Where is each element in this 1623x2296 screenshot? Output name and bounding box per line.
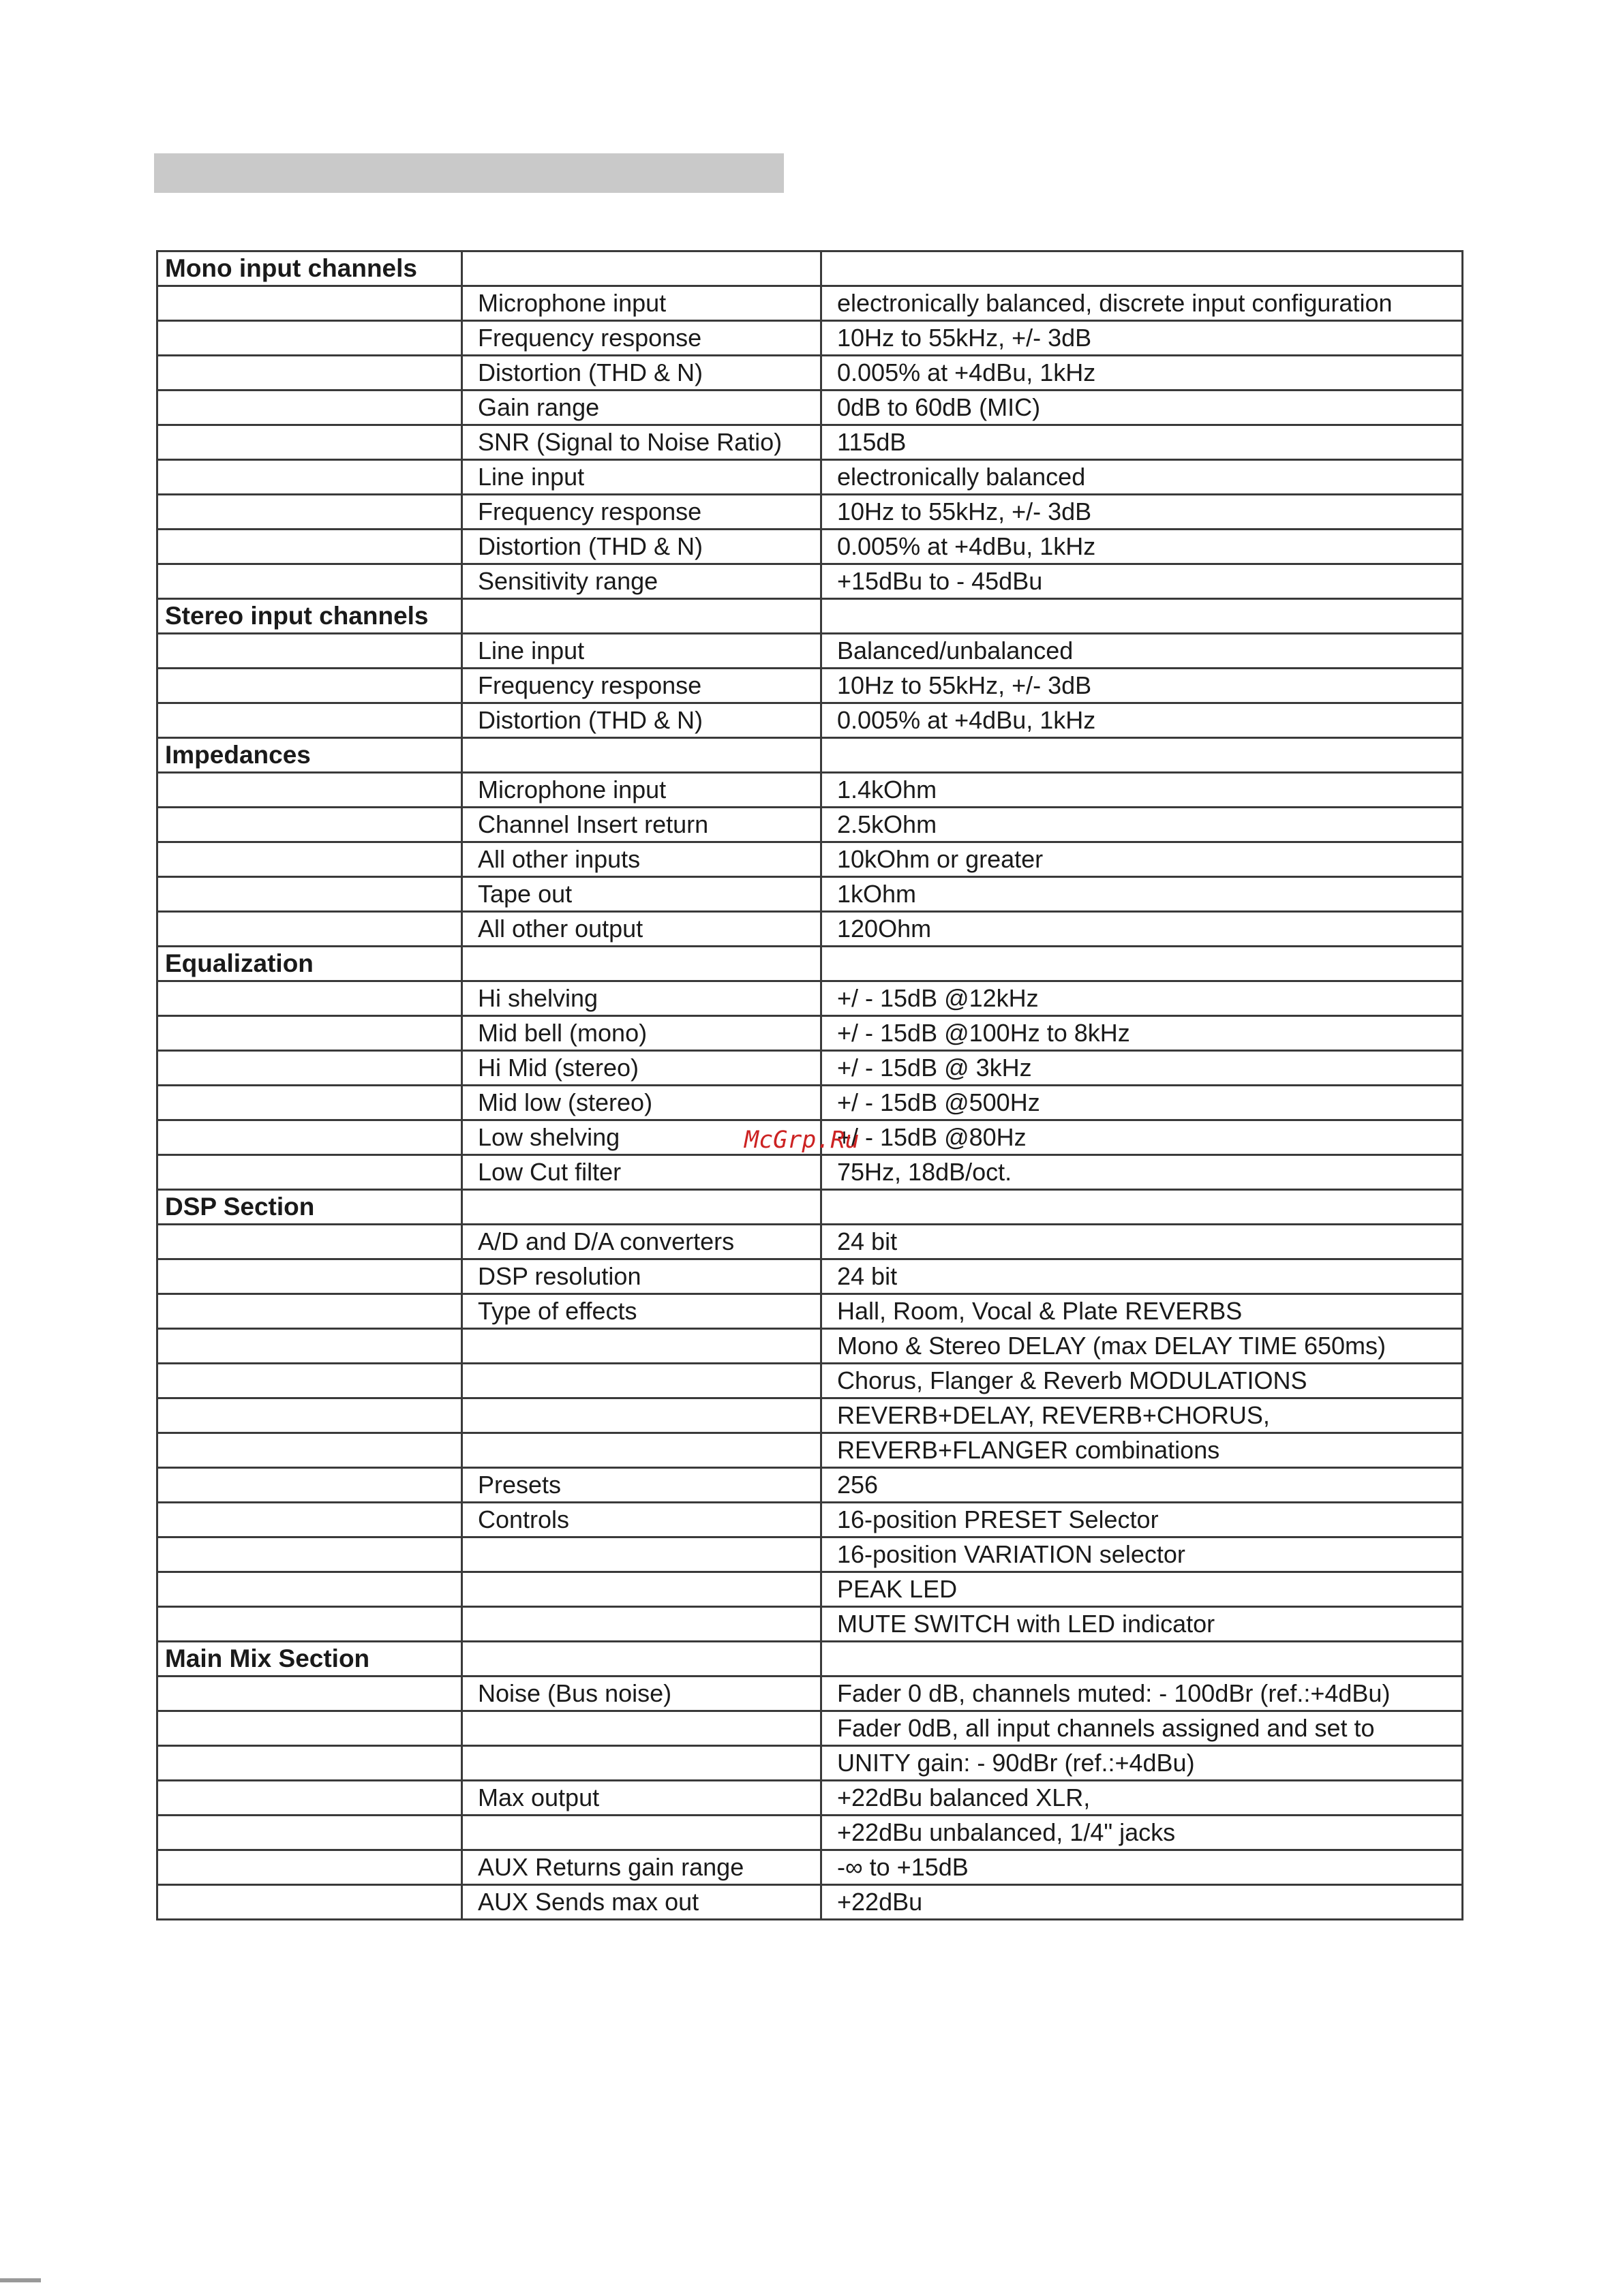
- spec-parameter: SNR (Signal to Noise Ratio): [462, 425, 821, 460]
- empty-cell: [821, 251, 1463, 286]
- spec-row: [157, 530, 1463, 564]
- spec-row: [157, 1398, 1463, 1433]
- spec-value: 0.005% at +4dBu, 1kHz: [821, 530, 1463, 564]
- spec-row: [157, 1225, 1463, 1259]
- spec-value: 256: [821, 1468, 1463, 1503]
- empty-cell: [157, 1364, 462, 1398]
- spec-parameter: [462, 1746, 821, 1781]
- spec-row: [157, 877, 1463, 912]
- spec-value: REVERB+DELAY, REVERB+CHORUS,: [821, 1398, 1463, 1433]
- spec-row: [157, 1746, 1463, 1781]
- spec-parameter: Frequency response: [462, 495, 821, 530]
- spec-parameter: Distortion (THD & N): [462, 703, 821, 738]
- spec-parameter: [462, 1329, 821, 1364]
- spec-parameter: Hi shelving: [462, 981, 821, 1016]
- spec-value: 1kOhm: [821, 877, 1463, 912]
- empty-cell: [157, 981, 462, 1016]
- specifications-table: [156, 250, 1463, 1920]
- spec-value: +/ - 15dB @ 3kHz: [821, 1051, 1463, 1086]
- spec-parameter: Frequency response: [462, 321, 821, 356]
- spec-value: Chorus, Flanger & Reverb MODULATIONS: [821, 1364, 1463, 1398]
- spec-value: REVERB+FLANGER combinations: [821, 1433, 1463, 1468]
- section-header-row: [157, 1190, 1463, 1225]
- empty-cell: [462, 738, 821, 773]
- spec-row: [157, 391, 1463, 425]
- empty-cell: [157, 1677, 462, 1711]
- spec-value: +15dBu to - 45dBu: [821, 564, 1463, 599]
- spec-value: -∞ to +15dB: [821, 1850, 1463, 1885]
- spec-row: [157, 912, 1463, 947]
- spec-parameter: All other inputs: [462, 842, 821, 877]
- spec-parameter: Low Cut filter: [462, 1155, 821, 1190]
- spec-parameter: Microphone input: [462, 286, 821, 321]
- spec-parameter: DSP resolution: [462, 1259, 821, 1294]
- spec-value: 1.4kOhm: [821, 773, 1463, 808]
- section-header-row: [157, 1642, 1463, 1677]
- empty-cell: [157, 1850, 462, 1885]
- empty-cell: [821, 1642, 1463, 1677]
- empty-cell: [821, 1190, 1463, 1225]
- spec-row: [157, 1433, 1463, 1468]
- spec-row: [157, 286, 1463, 321]
- spec-parameter: [462, 1816, 821, 1850]
- spec-value: 10Hz to 55kHz, +/- 3dB: [821, 321, 1463, 356]
- empty-cell: [157, 1503, 462, 1537]
- spec-row: [157, 1086, 1463, 1120]
- section-title: Impedances: [157, 738, 462, 773]
- spec-row: [157, 1572, 1463, 1607]
- empty-cell: [157, 773, 462, 808]
- spec-row: [157, 1468, 1463, 1503]
- spec-value: electronically balanced, discrete input configuration: [821, 286, 1463, 321]
- spec-value: +/ - 15dB @80Hz: [821, 1120, 1463, 1155]
- spec-row: [157, 1294, 1463, 1329]
- spec-parameter: [462, 1398, 821, 1433]
- spec-value: Fader 0 dB, channels muted: - 100dBr (ref.:+4dBu): [821, 1677, 1463, 1711]
- spec-row: [157, 634, 1463, 669]
- spec-parameter: Tape out: [462, 877, 821, 912]
- section-title: Mono input channels: [157, 251, 462, 286]
- empty-cell: [157, 1816, 462, 1850]
- spec-value: Balanced/unbalanced: [821, 634, 1463, 669]
- empty-cell: [157, 1746, 462, 1781]
- empty-cell: [157, 1607, 462, 1642]
- spec-row: [157, 1503, 1463, 1537]
- section-header-row: [157, 947, 1463, 981]
- spec-parameter: Gain range: [462, 391, 821, 425]
- spec-value: 16-position VARIATION selector: [821, 1537, 1463, 1572]
- spec-row: [157, 1155, 1463, 1190]
- empty-cell: [821, 599, 1463, 634]
- spec-value: 120Ohm: [821, 912, 1463, 947]
- spec-value: 24 bit: [821, 1259, 1463, 1294]
- spec-value: Fader 0dB, all input channels assigned and set to: [821, 1711, 1463, 1746]
- empty-cell: [462, 599, 821, 634]
- empty-cell: [462, 251, 821, 286]
- spec-value: 24 bit: [821, 1225, 1463, 1259]
- spec-row: [157, 981, 1463, 1016]
- spec-row: [157, 564, 1463, 599]
- empty-cell: [157, 1433, 462, 1468]
- spec-value: 0.005% at +4dBu, 1kHz: [821, 703, 1463, 738]
- section-header-row: [157, 738, 1463, 773]
- empty-cell: [157, 669, 462, 703]
- empty-cell: [157, 564, 462, 599]
- empty-cell: [157, 286, 462, 321]
- empty-cell: [157, 1398, 462, 1433]
- spec-parameter: Distortion (THD & N): [462, 530, 821, 564]
- spec-row: [157, 1781, 1463, 1816]
- empty-cell: [462, 1642, 821, 1677]
- spec-value: UNITY gain: - 90dBr (ref.:+4dBu): [821, 1746, 1463, 1781]
- spec-row: [157, 1816, 1463, 1850]
- spec-parameter: Controls: [462, 1503, 821, 1537]
- spec-value: 10Hz to 55kHz, +/- 3dB: [821, 669, 1463, 703]
- spec-value: PEAK LED: [821, 1572, 1463, 1607]
- spec-parameter: Line input: [462, 634, 821, 669]
- spec-row: [157, 460, 1463, 495]
- empty-cell: [821, 738, 1463, 773]
- page-footer-mark: [0, 2278, 41, 2282]
- spec-parameter: Type of effects: [462, 1294, 821, 1329]
- spec-value: +22dBu: [821, 1885, 1463, 1920]
- spec-row: [157, 1259, 1463, 1294]
- spec-parameter: Distortion (THD & N): [462, 356, 821, 391]
- spec-row: [157, 321, 1463, 356]
- spec-parameter: [462, 1607, 821, 1642]
- spec-parameter: Mid low (stereo): [462, 1086, 821, 1120]
- empty-cell: [157, 1120, 462, 1155]
- spec-parameter: Microphone input: [462, 773, 821, 808]
- empty-cell: [157, 1155, 462, 1190]
- spec-value: Hall, Room, Vocal & Plate REVERBS: [821, 1294, 1463, 1329]
- spec-parameter: [462, 1364, 821, 1398]
- empty-cell: [157, 530, 462, 564]
- section-header-row: [157, 599, 1463, 634]
- spec-value: +22dBu balanced XLR,: [821, 1781, 1463, 1816]
- spec-value: 16-position PRESET Selector: [821, 1503, 1463, 1537]
- spec-parameter: [462, 1572, 821, 1607]
- spec-row: [157, 495, 1463, 530]
- empty-cell: [157, 912, 462, 947]
- spec-value: 10Hz to 55kHz, +/- 3dB: [821, 495, 1463, 530]
- section-title: Equalization: [157, 947, 462, 981]
- empty-cell: [157, 1016, 462, 1051]
- spec-value: electronically balanced: [821, 460, 1463, 495]
- spec-value: +22dBu unbalanced, 1/4" jacks: [821, 1816, 1463, 1850]
- spec-value: MUTE SWITCH with LED indicator: [821, 1607, 1463, 1642]
- empty-cell: [157, 808, 462, 842]
- spec-row: [157, 1850, 1463, 1885]
- spec-parameter: Max output: [462, 1781, 821, 1816]
- empty-cell: [157, 877, 462, 912]
- spec-row: [157, 669, 1463, 703]
- empty-cell: [157, 391, 462, 425]
- spec-parameter: [462, 1537, 821, 1572]
- empty-cell: [462, 1190, 821, 1225]
- spec-value: 0.005% at +4dBu, 1kHz: [821, 356, 1463, 391]
- spec-row: [157, 1537, 1463, 1572]
- empty-cell: [157, 1259, 462, 1294]
- spec-parameter: Sensitivity range: [462, 564, 821, 599]
- spec-parameter: Hi Mid (stereo): [462, 1051, 821, 1086]
- empty-cell: [157, 1572, 462, 1607]
- spec-parameter: [462, 1711, 821, 1746]
- spec-row: [157, 703, 1463, 738]
- spec-parameter: AUX Returns gain range: [462, 1850, 821, 1885]
- spec-row: [157, 356, 1463, 391]
- empty-cell: [157, 495, 462, 530]
- spec-value: 2.5kOhm: [821, 808, 1463, 842]
- section-title: Stereo input channels: [157, 599, 462, 634]
- spec-parameter: Frequency response: [462, 669, 821, 703]
- spec-parameter: Mid bell (mono): [462, 1016, 821, 1051]
- spec-value: +/ - 15dB @12kHz: [821, 981, 1463, 1016]
- empty-cell: [157, 703, 462, 738]
- spec-row: [157, 425, 1463, 460]
- spec-parameter: Noise (Bus noise): [462, 1677, 821, 1711]
- empty-cell: [157, 460, 462, 495]
- spec-row: [157, 1051, 1463, 1086]
- spec-row: [157, 1677, 1463, 1711]
- empty-cell: [157, 425, 462, 460]
- empty-cell: [157, 842, 462, 877]
- spec-parameter: All other output: [462, 912, 821, 947]
- spec-row: [157, 808, 1463, 842]
- spec-parameter: Line input: [462, 460, 821, 495]
- watermark: McGrp.Ru: [744, 1127, 860, 1154]
- empty-cell: [157, 1329, 462, 1364]
- spec-parameter: Low shelving: [462, 1120, 821, 1155]
- empty-cell: [157, 1086, 462, 1120]
- empty-cell: [157, 1051, 462, 1086]
- spec-value: 75Hz, 18dB/oct.: [821, 1155, 1463, 1190]
- section-title: DSP Section: [157, 1190, 462, 1225]
- empty-cell: [157, 321, 462, 356]
- empty-cell: [157, 1537, 462, 1572]
- spec-parameter: [462, 1433, 821, 1468]
- spec-row: [157, 773, 1463, 808]
- empty-cell: [157, 356, 462, 391]
- spec-parameter: Presets: [462, 1468, 821, 1503]
- spec-row: [157, 1885, 1463, 1920]
- empty-cell: [821, 947, 1463, 981]
- section-title-bar: [154, 153, 784, 193]
- spec-row: [157, 1607, 1463, 1642]
- empty-cell: [157, 1468, 462, 1503]
- spec-parameter: A/D and D/A converters: [462, 1225, 821, 1259]
- spec-row: [157, 842, 1463, 877]
- spec-parameter: Channel Insert return: [462, 808, 821, 842]
- spec-row: [157, 1329, 1463, 1364]
- spec-parameter: AUX Sends max out: [462, 1885, 821, 1920]
- empty-cell: [157, 634, 462, 669]
- specifications-table-body: [157, 251, 1463, 1920]
- empty-cell: [157, 1781, 462, 1816]
- spec-value: +/ - 15dB @500Hz: [821, 1086, 1463, 1120]
- empty-cell: [157, 1294, 462, 1329]
- empty-cell: [157, 1711, 462, 1746]
- spec-value: 0dB to 60dB (MIC): [821, 391, 1463, 425]
- spec-value: Mono & Stereo DELAY (max DELAY TIME 650ms): [821, 1329, 1463, 1364]
- section-title: Main Mix Section: [157, 1642, 462, 1677]
- spec-value: 115dB: [821, 425, 1463, 460]
- spec-row: [157, 1364, 1463, 1398]
- section-header-row: [157, 251, 1463, 286]
- empty-cell: [462, 947, 821, 981]
- empty-cell: [157, 1885, 462, 1920]
- spec-row: [157, 1016, 1463, 1051]
- spec-value: 10kOhm or greater: [821, 842, 1463, 877]
- spec-value: +/ - 15dB @100Hz to 8kHz: [821, 1016, 1463, 1051]
- spec-row: [157, 1711, 1463, 1746]
- empty-cell: [157, 1225, 462, 1259]
